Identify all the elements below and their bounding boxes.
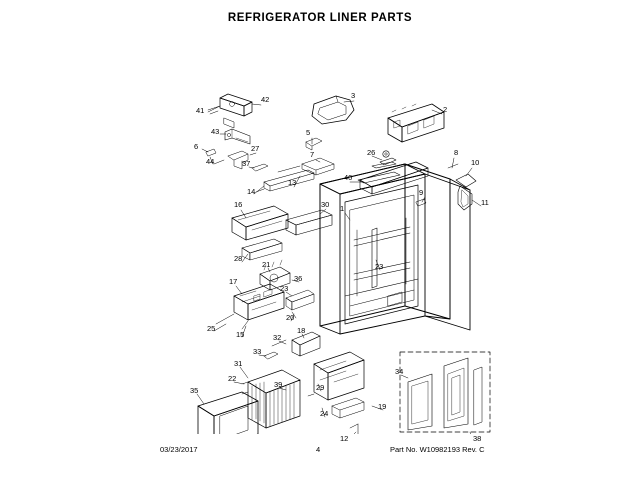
- callout-18: 18: [297, 326, 306, 335]
- callout-7: 7: [310, 150, 315, 159]
- part-42-hinge-assembly: [208, 94, 252, 128]
- callout-42: 42: [261, 95, 270, 104]
- callout-38: 38: [473, 434, 482, 443]
- callout-31: 31: [234, 359, 243, 368]
- part-16-liner-panel: [232, 206, 288, 240]
- part-13-light-strip: [256, 170, 314, 192]
- callout-17: 17: [229, 277, 238, 286]
- part-30-shelf-panel: [286, 210, 332, 235]
- part-35-base-panel: [198, 392, 258, 434]
- callout-44: 44: [206, 157, 215, 166]
- callout-11: 11: [481, 198, 489, 207]
- exploded-diagram: [20, 34, 620, 443]
- callout-39: 39: [274, 380, 283, 389]
- callout-41: 41: [196, 106, 205, 115]
- callout-5: 5: [306, 128, 311, 137]
- callout-26: 26: [367, 148, 376, 157]
- callout-10: 10: [471, 158, 480, 167]
- part-7-wire-harness: [278, 158, 334, 175]
- part-17-control-board: [216, 284, 284, 329]
- callout-40: 40: [344, 173, 353, 182]
- callout-1: 1: [340, 204, 345, 213]
- callout-27: 27: [251, 144, 260, 153]
- callout-28: 28: [234, 254, 243, 263]
- part-22-evaporator-coil: [242, 370, 300, 428]
- callout-34: 34: [395, 367, 404, 376]
- part-28-plate: [242, 239, 282, 260]
- callout-20: 20: [286, 313, 295, 322]
- callout-24: 24: [320, 409, 329, 418]
- part-29-lower-duct: [308, 352, 364, 434]
- callout-13: 13: [288, 178, 297, 187]
- part-9-clip: [416, 199, 426, 206]
- leader-lines: [197, 101, 481, 434]
- callout-35: 35: [190, 386, 199, 395]
- part-38-detail-inset: [400, 352, 490, 432]
- callout-3: 3: [351, 91, 356, 100]
- diagram-svg: [20, 34, 620, 434]
- part-5-connector: [306, 138, 322, 150]
- callout-23-upper: 23: [375, 262, 384, 271]
- footer-part-number: Part No. W10982193 Rev. C: [390, 445, 485, 454]
- part-10-handle-rod: [448, 164, 476, 210]
- callout-14: 14: [247, 187, 256, 196]
- callout-6: 6: [194, 142, 199, 151]
- callout-19: 19: [378, 402, 387, 411]
- callout-33: 33: [253, 347, 262, 356]
- callout-23-lower: 23: [280, 284, 289, 293]
- callout-12: 12: [340, 434, 349, 443]
- callout-9: 9: [419, 188, 424, 197]
- callout-8: 8: [454, 148, 459, 157]
- part-2-control-module: [388, 104, 444, 142]
- footer-date: 03/23/2017: [160, 445, 198, 454]
- callout-36: 36: [294, 274, 303, 283]
- callout-32: 32: [273, 333, 282, 342]
- callout-30: 30: [321, 200, 330, 209]
- callout-43: 43: [211, 127, 220, 136]
- callout-29: 29: [316, 383, 325, 392]
- page-title: REFRIGERATOR LINER PARTS: [227, 12, 413, 24]
- callout-15: 15: [236, 330, 245, 339]
- footer-page-number: 4: [316, 445, 321, 454]
- callout-25: 25: [207, 324, 216, 333]
- cabinet-liner-body: [320, 162, 470, 334]
- callout-2: 2: [443, 105, 448, 114]
- part-43-screw-group: [225, 129, 250, 144]
- callout-21: 21: [262, 260, 271, 269]
- callout-37: 37: [242, 159, 251, 168]
- callout-16: 16: [234, 200, 243, 209]
- part-3-hinge-cover: [312, 96, 354, 124]
- callout-22: 22: [228, 374, 237, 383]
